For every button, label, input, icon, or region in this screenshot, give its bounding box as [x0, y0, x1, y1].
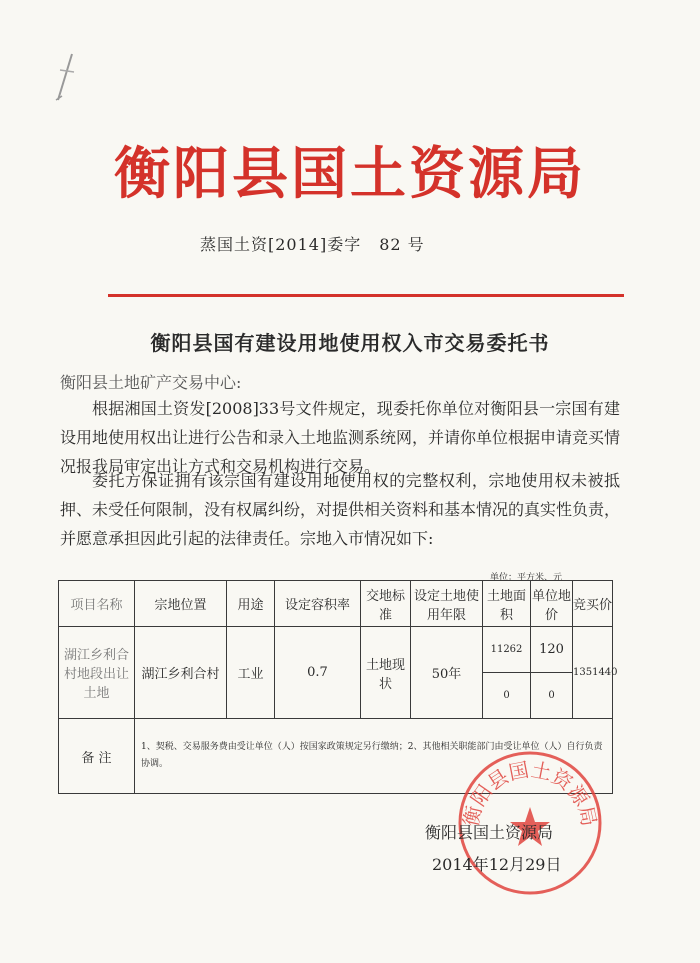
- cell-use: 工业: [227, 627, 275, 719]
- cell-unit-price-1: 120: [531, 627, 573, 673]
- header-unit-price: 单位地价: [531, 581, 573, 627]
- signature-date: 2014年12月29日: [432, 855, 562, 874]
- seal-text: 衡阳县国土资源局: [458, 757, 602, 829]
- notes-label: 备 注: [59, 719, 135, 794]
- signature-org: 衡阳县国土资源局: [425, 823, 554, 842]
- paragraph-1: 根据湘国土资发[2008]33号文件规定，现委托你单位对衡阳县一宗国有建设用地使用权出让进行公告和录入土地监测系统网，并请你单位根据申请竞买情况报我局审定出让方式和交易机构进行交易。: [60, 399, 621, 476]
- header-bid: 竞买价: [573, 581, 613, 627]
- cell-standard: 土地现状: [361, 627, 411, 719]
- paragraph-2: 委托方保证拥有该宗国有建设用地使用权的完整权利，宗地使用权未被抵押、未受任何限制，没有权属纠纷，对提供相关资料和基本情况的真实性负责，并愿意承担因此引起的法律责任。宗地入市情况如下:: [60, 471, 621, 548]
- header-use: 用途: [227, 581, 275, 627]
- cell-bid: 1351440: [573, 627, 613, 719]
- document-title: 衡阳县国有建设用地使用权入市交易委托书: [150, 331, 550, 355]
- document-number-prefix: 蒸国土资[2014]委字: [200, 235, 362, 254]
- header-area: 土地面积: [483, 581, 531, 627]
- cell-area-2: 0: [483, 673, 531, 719]
- red-divider: [108, 294, 624, 297]
- org-letterhead-title: 衡阳县国土资源局: [114, 141, 586, 207]
- notes-text: 1、契税、交易服务费由受让单位（人）按国家政策规定另行缴纳；2、其他相关职能部门由受让单位（人）自行负责协调。: [135, 719, 613, 794]
- cell-far: 0.7: [275, 627, 361, 719]
- document-number: [200, 232, 425, 255]
- header-far: 设定容积率: [275, 581, 361, 627]
- cell-location: 湖江乡利合村: [135, 627, 227, 719]
- header-project-name: 项目名称: [59, 581, 135, 627]
- header-term: 设定土地使用年限: [411, 581, 483, 627]
- staple-mark: [50, 50, 80, 110]
- addressee: 衡阳县土地矿产交易中心:: [60, 373, 242, 392]
- header-location: 宗地位置: [135, 581, 227, 627]
- cell-unit-price-2: 0: [531, 673, 573, 719]
- cell-project-name: 湖江乡利合村地段出让土地: [59, 627, 135, 719]
- document-number-value: 82 号: [379, 235, 425, 254]
- header-standard: 交地标准: [361, 581, 411, 627]
- cell-area-1: 11262: [483, 627, 531, 673]
- table-unit-note: 单位：平方米、元: [490, 573, 563, 583]
- cell-term: 50年: [411, 627, 483, 719]
